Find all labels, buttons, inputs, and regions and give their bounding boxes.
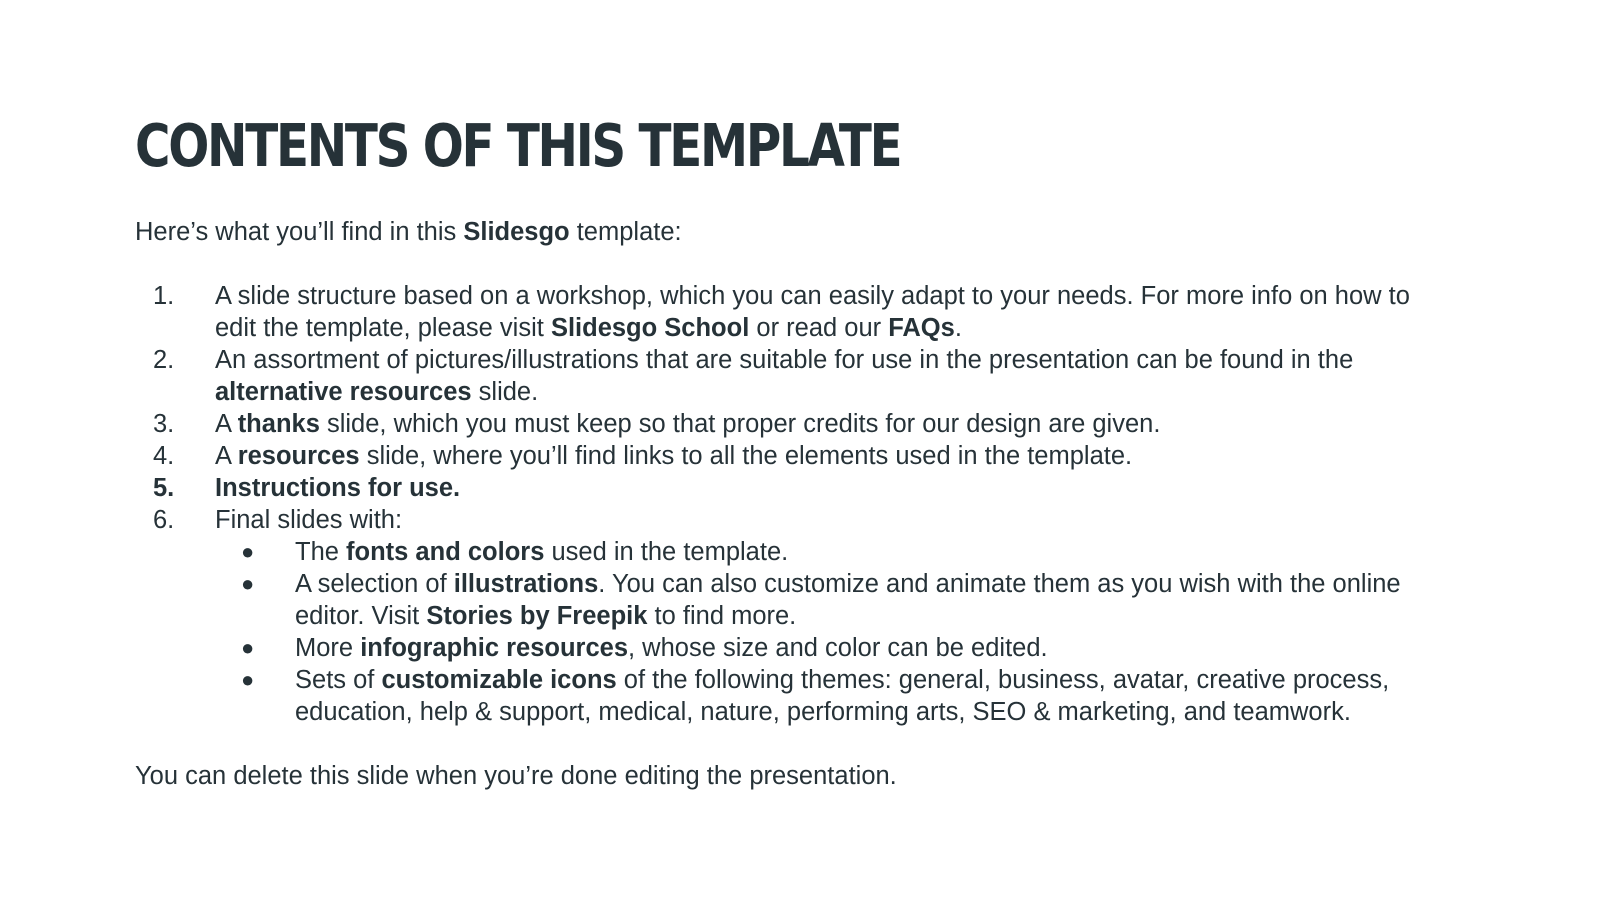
text-segment: More [295,634,361,662]
stories-by-freepik-text: Stories by Freepik [426,602,648,630]
sublist-item-line [295,568,1465,600]
list-item-text [215,408,1465,440]
sublist-item-line [295,664,1465,696]
text-segment: A [215,410,238,438]
list-item-text [215,344,1465,408]
sublist-item-2 [215,568,1465,632]
thanks-text: thanks [237,410,320,438]
sublist-item-line: education, help & support, medical, nature, performing arts, SEO & marketing, and teamwork. [295,698,1351,726]
text-segment: editor. Visit [295,602,427,630]
slidesgo-school-text: Slidesgo School [550,314,750,342]
text-segment: A slide structure based on a workshop, which you can easily adapt to your needs. For more info on how to [215,282,1410,310]
intro-brand: Slidesgo [463,218,570,246]
contents-list [135,280,1465,536]
list-number: 5. [153,474,175,502]
intro-text-before: Here’s what you’ll find in this [135,218,464,246]
slide-body [135,216,1465,792]
list-item-line [215,312,1465,344]
list-number: 1. [153,282,175,310]
sublist-item-text [295,664,1465,728]
list-item-5 [135,472,1465,504]
bullet-icon: ● [241,667,255,692]
illustrations-text: illustrations [453,570,599,598]
text-segment: The [295,538,347,566]
sublist-item-text [295,536,1465,568]
bullet-icon: ● [241,635,255,660]
text-segment: slide, which you must keep so that proper credits for our design are given. [319,410,1161,438]
bullet-icon: ● [241,571,255,596]
list-item-6 [135,504,1465,536]
text-segment: slide. [471,378,539,406]
text-segment: used in the template. [544,538,789,566]
list-item-line [215,280,1465,312]
sublist-item-text [295,568,1465,632]
intro-text-after: template: [569,218,682,246]
text-segment: edit the template, please visit [215,314,551,342]
text-segment: . [954,314,962,342]
list-item-text [215,440,1465,472]
sublist-item-1 [215,536,1465,568]
customizable-icons-text: customizable icons [381,666,617,694]
intro-paragraph [135,216,1465,248]
text-segment: . You can also customize and animate them as you wish with the online [598,570,1401,598]
sublist-item-line [295,600,1465,632]
list-item-2 [135,344,1465,408]
sublist-item-text [295,632,1465,664]
bullet-icon: ● [241,539,255,564]
text-segment: of the following themes: general, business, avatar, creative process, [616,666,1390,694]
final-slides-sublist [215,536,1465,728]
list-number: 4. [153,442,175,470]
text-segment: to find more. [647,602,797,630]
resources-text: resources [237,442,360,470]
list-item-line [215,344,1465,376]
list-item-text [215,280,1465,344]
text-segment: , whose size and color can be edited. [628,634,1048,662]
text-segment: A selection of [295,570,454,598]
text-segment: Sets of [295,666,382,694]
fonts-and-colors-text: fonts and colors [346,538,545,566]
list-number: 6. [153,506,175,534]
text-segment: An assortment of pictures/illustrations that are suitable for use in the presentation can be found in the [215,346,1354,374]
sublist-item-4 [215,664,1465,728]
outro-paragraph: You can delete this slide when you’re done editing the presentation. [135,762,897,790]
list-number: 2. [153,346,175,374]
list-number: 3. [153,410,175,438]
slide-title: CONTENTS OF THIS TEMPLATE [135,111,901,180]
text-segment: or read our [749,314,889,342]
list-item-3 [135,408,1465,440]
list-item-1 [135,280,1465,344]
text-segment: slide, where you’ll find links to all the elements used in the template. [359,442,1133,470]
list-item-line [215,376,1465,408]
infographic-resources-text: infographic resources [360,634,629,662]
instructions-text: Instructions for use. [215,474,461,502]
text-segment: A [215,442,238,470]
faqs-text: FAQs [888,314,955,342]
list-item-4 [135,440,1465,472]
list-item-text: Final slides with: [215,506,403,534]
sublist-item-3 [215,632,1465,664]
alternative-resources-text: alternative resources [215,378,472,406]
